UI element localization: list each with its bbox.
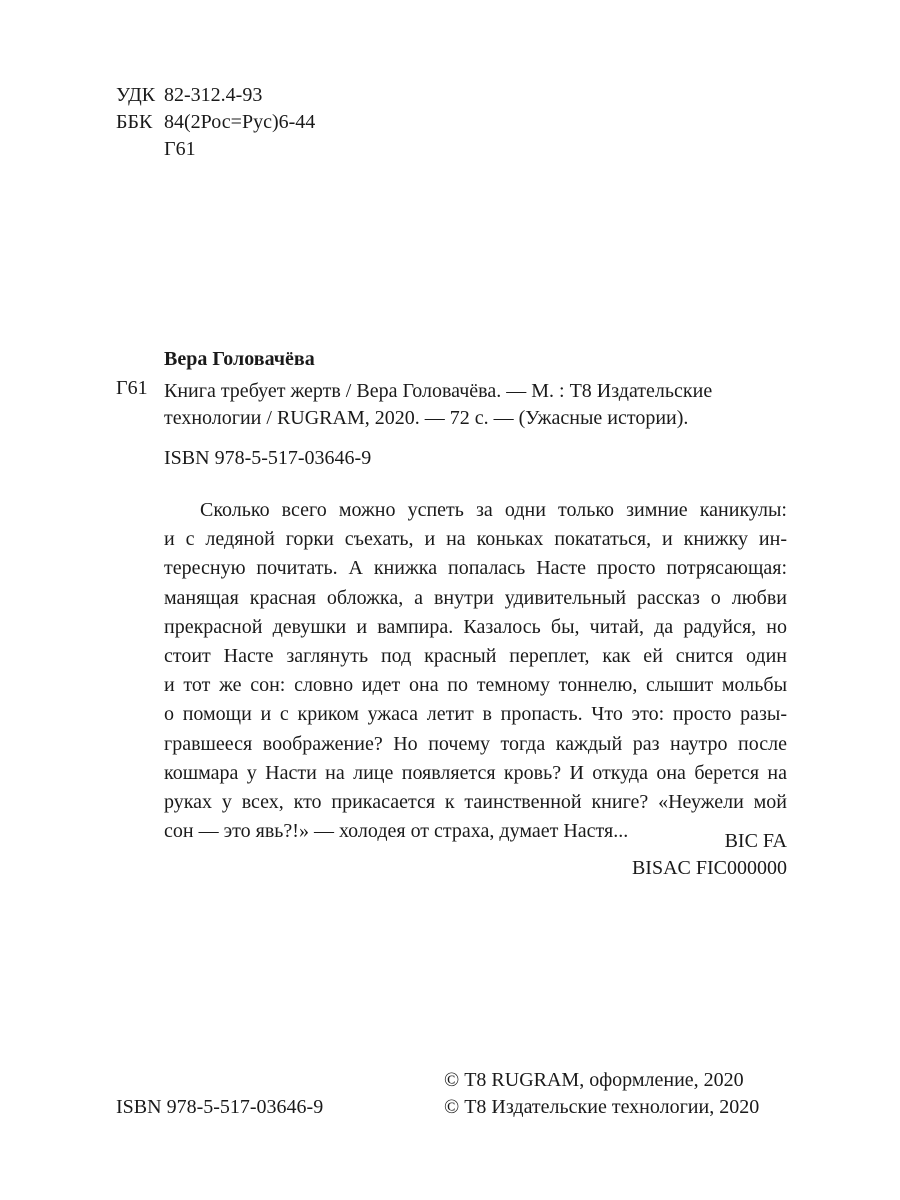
annotation-line: манящая красная обложка, а внутри удивительный рассказ о любви (164, 586, 787, 609)
annotation-line: руках у всех, кто прикасается к таинственной книге? «Неужели мой (164, 791, 787, 814)
udk-label: УДК (116, 84, 156, 106)
annotation-line: тересную почитать. А книжка попалась Насте просто потрясающая: (164, 557, 787, 580)
annotation-line: стоит Насте заглянуть под красный переплет, как ей снится один (164, 645, 787, 668)
annotation-line: и тот же сон: словно идет она по темному тоннелю, слышит мольбы (164, 674, 787, 697)
annotation-line: Сколько всего можно успеть за одни только зимние каникулы: (200, 499, 787, 521)
bibliographic-line-1: Книга требует жертв / Вера Головачёва. — М. : Т8 Издательские (164, 380, 713, 402)
record-isbn: ISBN 978-5-517-03646-9 (164, 447, 372, 469)
bbk-label: ББК (116, 111, 153, 133)
annotation-line: кошмара у Насти на лице появляется кровь? И откуда она берется на (164, 761, 787, 784)
author-sign: Г61 (164, 138, 196, 160)
record-code: Г61 (116, 377, 148, 399)
bibliographic-line-2: технологии / RUGRAM, 2020. — 72 с. — (Ужасные истории). (164, 407, 689, 429)
annotation-line: гравшееся воображение? Но почему тогда каждый раз наутро после (164, 732, 787, 755)
footer-isbn: ISBN 978-5-517-03646-9 (116, 1096, 324, 1118)
bbk-value: 84(2Рос=Рус)6-44 (164, 111, 316, 133)
annotation-line: сон — это явь?!» — холодея от страха, думает Настя... (164, 820, 629, 843)
copyright-publisher: © Т8 Издательские технологии, 2020 (444, 1096, 760, 1118)
author-heading: Вера Головачёва (164, 348, 315, 370)
annotation-line: и с ледяной горки съехать, и на коньках покататься, и книжку ин- (164, 528, 787, 551)
udk-row (116, 84, 155, 107)
annotation (164, 496, 787, 846)
udk-value: 82-312.4-93 (164, 84, 263, 106)
copyright-design: © Т8 RUGRAM, оформление, 2020 (444, 1069, 744, 1091)
bisac-code: BISAC FIC000000 (631, 857, 787, 879)
annotation-line: о помощи и с криком ужаса летит в пропасть. Что это: просто разы- (164, 703, 787, 726)
annotation-line: прекрасной девушки и вампира. Казалось бы, читай, да радуйся, но (164, 615, 787, 638)
bic-code: BIC FA (724, 830, 787, 852)
